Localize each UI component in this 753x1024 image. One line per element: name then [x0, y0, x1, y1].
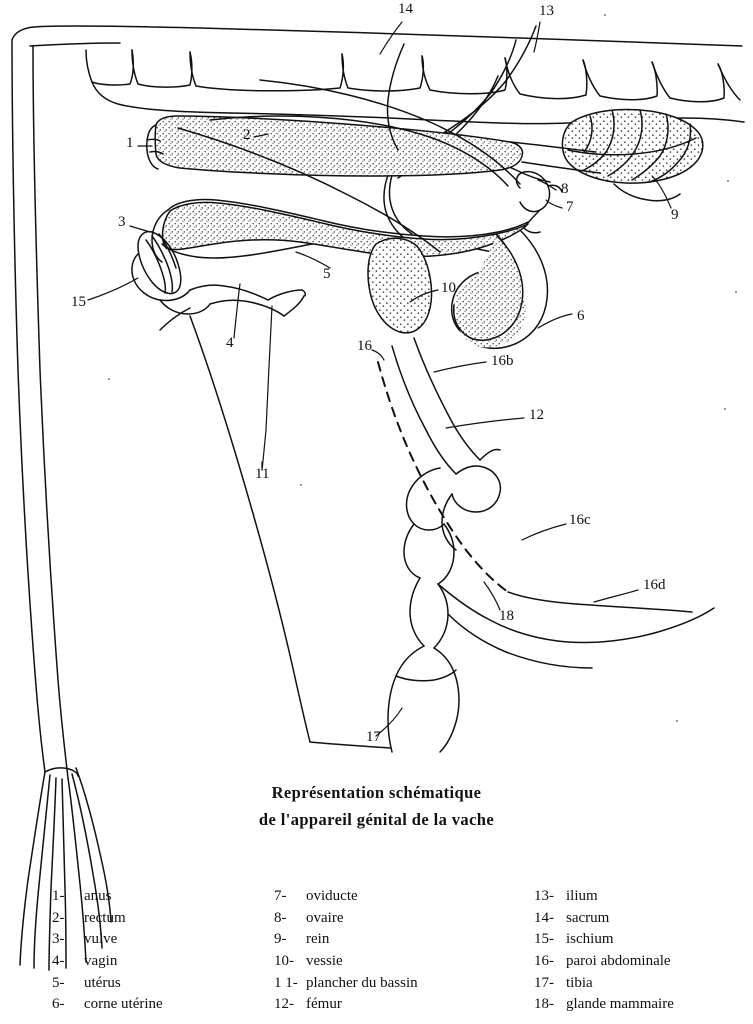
- legend-item: [52, 888, 274, 904]
- callout-14: 14: [398, 1, 413, 17]
- legend-number: 8-: [274, 909, 287, 926]
- legend-item: [52, 975, 274, 991]
- callout-16-b: 16b: [491, 353, 514, 369]
- scan-speck: [676, 720, 678, 722]
- callout-17: 17: [366, 729, 381, 745]
- legend-item: [274, 888, 534, 904]
- legend-number: 4-: [52, 953, 65, 970]
- legend-label: rectum: [84, 909, 126, 926]
- legend-column-1: [52, 888, 274, 1018]
- legend-column-3: [534, 888, 742, 1018]
- legend-label: paroi abdominale: [566, 953, 671, 970]
- legend-item: [52, 931, 274, 947]
- legend-item: [52, 996, 274, 1012]
- callout-12: 12: [529, 407, 544, 423]
- legend-label: anus: [84, 888, 112, 904]
- legend-number: 7-: [274, 888, 287, 904]
- scan-speck: [727, 180, 729, 182]
- legend-number: 5-: [52, 974, 65, 991]
- callout-10: 10: [441, 280, 456, 296]
- caption-line-2: de l'appareil génital de la vache: [258, 810, 495, 829]
- legend-label: sacrum: [566, 909, 610, 926]
- callout-16-a: 16: [357, 338, 372, 354]
- legend: [52, 888, 742, 1018]
- legend-label: utérus: [84, 974, 121, 991]
- legend-item: [274, 953, 534, 969]
- legend-label: oviducte: [306, 888, 358, 904]
- legend-label: vessie: [306, 953, 343, 970]
- legend-item: [534, 953, 742, 969]
- scan-speck: [604, 14, 606, 16]
- legend-number: 13-: [534, 888, 554, 904]
- legend-label: corne utérine: [84, 996, 163, 1013]
- callout-11: 11: [255, 466, 270, 482]
- legend-number: 17-: [534, 974, 554, 991]
- legend-item: [52, 953, 274, 969]
- legend-label: glande mammaire: [566, 996, 674, 1013]
- caption-line-1: Représentation schématique: [271, 783, 482, 802]
- legend-label: fémur: [306, 996, 342, 1013]
- callout-7: 7: [566, 199, 574, 215]
- legend-label: vulve: [84, 931, 118, 948]
- legend-number: 18-: [534, 996, 554, 1013]
- callout-4: 4: [226, 335, 234, 351]
- scan-speck: [724, 408, 726, 410]
- callout-1: 1: [126, 135, 134, 151]
- callout-16-d: 16d: [643, 577, 666, 593]
- legend-label: ischium: [566, 931, 614, 948]
- legend-item: [534, 996, 742, 1012]
- figure-caption: [0, 783, 753, 837]
- legend-label: vagin: [84, 953, 118, 970]
- legend-item: [274, 975, 534, 991]
- scan-speck: [108, 378, 110, 380]
- legend-item: [274, 996, 534, 1012]
- legend-label: rein: [306, 931, 330, 948]
- legend-number: 14-: [534, 909, 554, 926]
- callout-16-c: 16c: [569, 512, 591, 528]
- legend-number: 15-: [534, 931, 554, 948]
- scan-speck: [735, 291, 737, 293]
- legend-label: ovaire: [306, 909, 344, 926]
- callout-3: 3: [118, 214, 126, 230]
- callout-6: 6: [577, 308, 585, 324]
- legend-number: 1 1-: [274, 974, 298, 991]
- legend-number: 10-: [274, 953, 294, 970]
- legend-number: 12-: [274, 996, 294, 1013]
- callout-18: 18: [499, 608, 514, 624]
- legend-number: 2-: [52, 909, 65, 926]
- legend-label: plancher du bassin: [306, 974, 418, 991]
- legend-item: [274, 931, 534, 947]
- legend-number: 6-: [52, 996, 65, 1013]
- legend-column-2: [274, 888, 534, 1018]
- callout-5: 5: [323, 266, 331, 282]
- legend-item: [274, 910, 534, 926]
- callout-15: 15: [71, 294, 86, 310]
- scan-speck: [300, 484, 302, 486]
- callout-2: 2: [243, 127, 251, 143]
- legend-item: [534, 931, 742, 947]
- legend-label: tibia: [566, 974, 593, 991]
- legend-number: 16-: [534, 953, 554, 970]
- callout-13: 13: [539, 3, 554, 19]
- legend-item: [52, 910, 274, 926]
- legend-item: [534, 910, 742, 926]
- callout-8: 8: [561, 181, 569, 197]
- legend-number: 1-: [52, 888, 65, 904]
- legend-item: [534, 975, 742, 991]
- legend-label: ilium: [566, 888, 598, 904]
- legend-item: [534, 888, 742, 904]
- legend-number: 9-: [274, 931, 287, 948]
- legend-number: 3-: [52, 931, 65, 948]
- callout-9: 9: [671, 207, 679, 223]
